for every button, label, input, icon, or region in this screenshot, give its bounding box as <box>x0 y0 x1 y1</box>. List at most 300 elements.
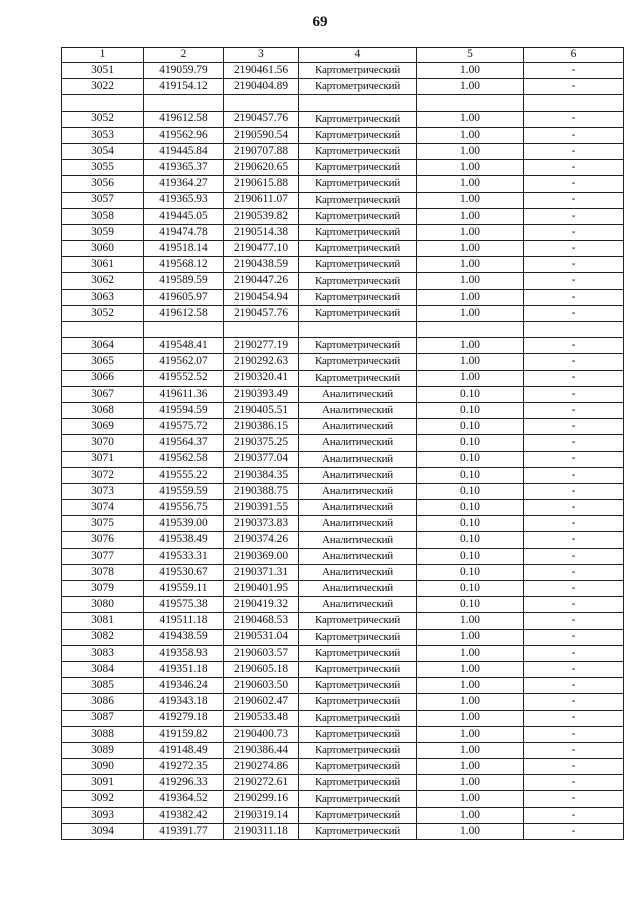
method-cell: Картометрический <box>299 629 417 645</box>
note-cell: - <box>524 192 624 208</box>
point-number-cell <box>62 322 144 338</box>
method-cell: Картометрический <box>299 370 417 386</box>
accuracy-cell: 1.00 <box>417 775 524 791</box>
y-coordinate-cell: 2190400.73 <box>224 726 299 742</box>
x-coordinate-cell: 419611.36 <box>144 386 224 402</box>
note-cell: - <box>524 516 624 532</box>
note-cell: - <box>524 581 624 597</box>
method-cell: Картометрический <box>299 759 417 775</box>
y-coordinate-cell: 2190707.88 <box>224 143 299 159</box>
note-cell: - <box>524 823 624 839</box>
table-row <box>62 629 624 645</box>
y-coordinate-cell: 2190533.48 <box>224 710 299 726</box>
accuracy-cell: 1.00 <box>417 224 524 240</box>
x-coordinate-cell: 419154.12 <box>144 79 224 95</box>
method-cell: Картометрический <box>299 338 417 354</box>
point-number-cell: 3061 <box>62 257 144 273</box>
point-number-cell: 3090 <box>62 759 144 775</box>
method-cell: Картометрический <box>299 224 417 240</box>
table-row <box>62 143 624 159</box>
x-coordinate-cell: 419559.11 <box>144 581 224 597</box>
point-number-cell: 3089 <box>62 742 144 758</box>
method-cell: Аналитический <box>299 532 417 548</box>
note-cell: - <box>524 402 624 418</box>
note-cell: - <box>524 678 624 694</box>
y-coordinate-cell: 2190477.10 <box>224 241 299 257</box>
y-coordinate-cell: 2190374.26 <box>224 532 299 548</box>
method-cell: Аналитический <box>299 451 417 467</box>
y-coordinate-cell: 2190438.59 <box>224 257 299 273</box>
accuracy-cell: 1.00 <box>417 823 524 839</box>
x-coordinate-cell: 419474.78 <box>144 224 224 240</box>
table-row <box>62 402 624 418</box>
y-coordinate-cell: 2190603.57 <box>224 645 299 661</box>
x-coordinate-cell: 419575.72 <box>144 419 224 435</box>
accuracy-cell: 1.00 <box>417 807 524 823</box>
method-cell: Картометрический <box>299 160 417 176</box>
point-number-cell: 3073 <box>62 483 144 499</box>
y-coordinate-cell: 2190369.00 <box>224 548 299 564</box>
note-cell: - <box>524 241 624 257</box>
y-coordinate-cell: 2190401.95 <box>224 581 299 597</box>
y-coordinate-cell: 2190620.65 <box>224 160 299 176</box>
table-row <box>62 160 624 176</box>
accuracy-cell: 1.00 <box>417 613 524 629</box>
point-number-cell: 3069 <box>62 419 144 435</box>
y-coordinate-cell: 2190419.32 <box>224 597 299 613</box>
y-coordinate-cell: 2190388.75 <box>224 483 299 499</box>
y-coordinate-cell: 2190514.38 <box>224 224 299 240</box>
accuracy-cell: 1.00 <box>417 759 524 775</box>
method-cell: Аналитический <box>299 564 417 580</box>
accuracy-cell: 1.00 <box>417 273 524 289</box>
method-cell: Аналитический <box>299 597 417 613</box>
point-number-cell: 3055 <box>62 160 144 176</box>
x-coordinate-cell: 419562.58 <box>144 451 224 467</box>
coordinates-table <box>61 47 624 840</box>
y-coordinate-cell: 2190602.47 <box>224 694 299 710</box>
accuracy-cell: 1.00 <box>417 661 524 677</box>
point-number-cell: 3052 <box>62 305 144 321</box>
table-row <box>62 435 624 451</box>
accuracy-cell: 0.10 <box>417 435 524 451</box>
y-coordinate-cell: 2190531.04 <box>224 629 299 645</box>
x-coordinate-cell: 419343.18 <box>144 694 224 710</box>
table-row <box>62 791 624 807</box>
note-cell: - <box>524 176 624 192</box>
y-coordinate-cell: 2190603.50 <box>224 678 299 694</box>
y-coordinate-cell: 2190405.51 <box>224 402 299 418</box>
x-coordinate-cell: 419159.82 <box>144 726 224 742</box>
x-coordinate-cell: 419564.37 <box>144 435 224 451</box>
table-row <box>62 63 624 79</box>
y-coordinate-cell: 2190468.53 <box>224 613 299 629</box>
header-cell-3: 3 <box>224 48 299 63</box>
y-coordinate-cell: 2190371.31 <box>224 564 299 580</box>
method-cell: Аналитический <box>299 548 417 564</box>
note-cell: - <box>524 775 624 791</box>
x-coordinate-cell: 419538.49 <box>144 532 224 548</box>
table-row <box>62 548 624 564</box>
note-cell: - <box>524 548 624 564</box>
method-cell: Аналитический <box>299 386 417 402</box>
note-cell: - <box>524 143 624 159</box>
note-cell: - <box>524 160 624 176</box>
y-coordinate-cell: 2190319.14 <box>224 807 299 823</box>
y-coordinate-cell: 2190377.04 <box>224 451 299 467</box>
y-coordinate-cell: 2190386.15 <box>224 419 299 435</box>
point-number-cell: 3079 <box>62 581 144 597</box>
x-coordinate-cell: 419594.59 <box>144 402 224 418</box>
note-cell: - <box>524 354 624 370</box>
y-coordinate-cell: 2190404.89 <box>224 79 299 95</box>
point-number-cell: 3094 <box>62 823 144 839</box>
point-number-cell: 3080 <box>62 597 144 613</box>
x-coordinate-cell: 419445.84 <box>144 143 224 159</box>
point-number-cell: 3068 <box>62 402 144 418</box>
y-coordinate-cell: 2190386.44 <box>224 742 299 758</box>
table-row <box>62 807 624 823</box>
method-cell: Картометрический <box>299 257 417 273</box>
method-cell: Картометрический <box>299 192 417 208</box>
note-cell: - <box>524 483 624 499</box>
x-coordinate-cell: 419445.05 <box>144 208 224 224</box>
y-coordinate-cell: 2190272.61 <box>224 775 299 791</box>
table-row <box>62 661 624 677</box>
point-number-cell: 3064 <box>62 338 144 354</box>
table-row <box>62 273 624 289</box>
accuracy-cell: 1.00 <box>417 208 524 224</box>
accuracy-cell: 1.00 <box>417 791 524 807</box>
table-row <box>62 678 624 694</box>
note-cell: - <box>524 208 624 224</box>
y-coordinate-cell: 2190605.18 <box>224 661 299 677</box>
table-row <box>62 645 624 661</box>
note-cell: - <box>524 257 624 273</box>
accuracy-cell: 0.10 <box>417 581 524 597</box>
note-cell: - <box>524 807 624 823</box>
note-cell: - <box>524 564 624 580</box>
table-row <box>62 386 624 402</box>
y-coordinate-cell: 2190320.41 <box>224 370 299 386</box>
table-header-row <box>62 48 624 63</box>
accuracy-cell: 1.00 <box>417 143 524 159</box>
y-coordinate-cell: 2190292.63 <box>224 354 299 370</box>
accuracy-cell: 1.00 <box>417 63 524 79</box>
x-coordinate-cell: 419568.12 <box>144 257 224 273</box>
x-coordinate-cell: 419605.97 <box>144 289 224 305</box>
note-cell: - <box>524 710 624 726</box>
note-cell: - <box>524 224 624 240</box>
method-cell: Картометрический <box>299 726 417 742</box>
method-cell: Картометрический <box>299 143 417 159</box>
method-cell: Аналитический <box>299 402 417 418</box>
point-number-cell: 3091 <box>62 775 144 791</box>
x-coordinate-cell: 419612.58 <box>144 111 224 127</box>
table-row <box>62 759 624 775</box>
point-number-cell: 3074 <box>62 500 144 516</box>
x-coordinate-cell: 419530.67 <box>144 564 224 580</box>
y-coordinate-cell: 2190299.16 <box>224 791 299 807</box>
point-number-cell <box>62 95 144 111</box>
point-number-cell: 3092 <box>62 791 144 807</box>
table-row <box>62 710 624 726</box>
table-row <box>62 338 624 354</box>
method-cell: Картометрический <box>299 111 417 127</box>
x-coordinate-cell: 419391.77 <box>144 823 224 839</box>
method-cell: Картометрический <box>299 791 417 807</box>
x-coordinate-cell: 419589.59 <box>144 273 224 289</box>
accuracy-cell: 1.00 <box>417 694 524 710</box>
note-cell <box>524 95 624 111</box>
point-number-cell: 3083 <box>62 645 144 661</box>
point-number-cell: 3059 <box>62 224 144 240</box>
table-row <box>62 726 624 742</box>
note-cell: - <box>524 597 624 613</box>
note-cell: - <box>524 661 624 677</box>
table-row <box>62 597 624 613</box>
note-cell: - <box>524 289 624 305</box>
method-cell: Аналитический <box>299 419 417 435</box>
point-number-cell: 3088 <box>62 726 144 742</box>
method-cell: Картометрический <box>299 613 417 629</box>
table-row <box>62 564 624 580</box>
point-number-cell: 3085 <box>62 678 144 694</box>
note-cell: - <box>524 467 624 483</box>
table-row <box>62 305 624 321</box>
table-row <box>62 111 624 127</box>
x-coordinate-cell: 419365.93 <box>144 192 224 208</box>
point-number-cell: 3063 <box>62 289 144 305</box>
point-number-cell: 3051 <box>62 63 144 79</box>
point-number-cell: 3022 <box>62 79 144 95</box>
method-cell: Аналитический <box>299 500 417 516</box>
accuracy-cell: 1.00 <box>417 289 524 305</box>
y-coordinate-cell <box>224 322 299 338</box>
method-cell: Картометрический <box>299 710 417 726</box>
accuracy-cell: 1.00 <box>417 338 524 354</box>
point-number-cell: 3086 <box>62 694 144 710</box>
table-row <box>62 581 624 597</box>
accuracy-cell: 1.00 <box>417 710 524 726</box>
method-cell: Картометрический <box>299 678 417 694</box>
x-coordinate-cell: 419612.58 <box>144 305 224 321</box>
accuracy-cell <box>417 322 524 338</box>
accuracy-cell: 0.10 <box>417 402 524 418</box>
point-number-cell: 3052 <box>62 111 144 127</box>
accuracy-cell: 1.00 <box>417 678 524 694</box>
x-coordinate-cell: 419351.18 <box>144 661 224 677</box>
accuracy-cell: 0.10 <box>417 532 524 548</box>
table-row <box>62 257 624 273</box>
method-cell: Картометрический <box>299 241 417 257</box>
accuracy-cell: 1.00 <box>417 111 524 127</box>
method-cell: Картометрический <box>299 645 417 661</box>
point-number-cell: 3053 <box>62 127 144 143</box>
x-coordinate-cell: 419548.41 <box>144 338 224 354</box>
note-cell: - <box>524 305 624 321</box>
accuracy-cell: 0.10 <box>417 483 524 499</box>
method-cell: Аналитический <box>299 435 417 451</box>
table-row <box>62 176 624 192</box>
y-coordinate-cell: 2190590.54 <box>224 127 299 143</box>
table-row <box>62 694 624 710</box>
y-coordinate-cell: 2190393.49 <box>224 386 299 402</box>
method-cell: Картометрический <box>299 127 417 143</box>
accuracy-cell: 0.10 <box>417 451 524 467</box>
table-row <box>62 224 624 240</box>
header-cell-4: 4 <box>299 48 417 63</box>
header-cell-6: 6 <box>524 48 624 63</box>
header-cell-2: 2 <box>144 48 224 63</box>
method-cell: Картометрический <box>299 305 417 321</box>
accuracy-cell: 1.00 <box>417 241 524 257</box>
method-cell: Аналитический <box>299 581 417 597</box>
method-cell: Картометрический <box>299 694 417 710</box>
point-number-cell: 3058 <box>62 208 144 224</box>
note-cell: - <box>524 645 624 661</box>
note-cell: - <box>524 742 624 758</box>
point-number-cell: 3071 <box>62 451 144 467</box>
point-number-cell: 3078 <box>62 564 144 580</box>
x-coordinate-cell: 419382.42 <box>144 807 224 823</box>
x-coordinate-cell: 419148.49 <box>144 742 224 758</box>
note-cell: - <box>524 759 624 775</box>
table-row <box>62 613 624 629</box>
y-coordinate-cell: 2190447.26 <box>224 273 299 289</box>
method-cell: Картометрический <box>299 742 417 758</box>
accuracy-cell <box>417 95 524 111</box>
note-cell: - <box>524 419 624 435</box>
x-coordinate-cell: 419511.18 <box>144 613 224 629</box>
y-coordinate-cell: 2190457.76 <box>224 305 299 321</box>
method-cell: Картометрический <box>299 208 417 224</box>
table-row <box>62 467 624 483</box>
x-coordinate-cell: 419552.52 <box>144 370 224 386</box>
y-coordinate-cell <box>224 95 299 111</box>
note-cell: - <box>524 273 624 289</box>
table-row <box>62 127 624 143</box>
method-cell: Картометрический <box>299 273 417 289</box>
x-coordinate-cell: 419533.31 <box>144 548 224 564</box>
note-cell: - <box>524 63 624 79</box>
point-number-cell: 3056 <box>62 176 144 192</box>
table-row <box>62 354 624 370</box>
point-number-cell: 3062 <box>62 273 144 289</box>
accuracy-cell: 0.10 <box>417 386 524 402</box>
accuracy-cell: 0.10 <box>417 564 524 580</box>
accuracy-cell: 0.10 <box>417 419 524 435</box>
accuracy-cell: 1.00 <box>417 305 524 321</box>
method-cell: Картометрический <box>299 354 417 370</box>
note-cell: - <box>524 629 624 645</box>
y-coordinate-cell: 2190391.55 <box>224 500 299 516</box>
accuracy-cell: 1.00 <box>417 257 524 273</box>
table-row <box>62 742 624 758</box>
x-coordinate-cell: 419562.07 <box>144 354 224 370</box>
table-row <box>62 79 624 95</box>
y-coordinate-cell: 2190461.56 <box>224 63 299 79</box>
table-row <box>62 370 624 386</box>
method-cell: Картометрический <box>299 775 417 791</box>
header-cell-5: 5 <box>417 48 524 63</box>
note-cell: - <box>524 694 624 710</box>
page-number: 69 <box>312 14 328 30</box>
method-cell: Картометрический <box>299 79 417 95</box>
note-cell: - <box>524 791 624 807</box>
method-cell: Картометрический <box>299 176 417 192</box>
y-coordinate-cell: 2190375.25 <box>224 435 299 451</box>
y-coordinate-cell: 2190373.83 <box>224 516 299 532</box>
table-row <box>62 451 624 467</box>
accuracy-cell: 1.00 <box>417 354 524 370</box>
note-cell: - <box>524 435 624 451</box>
point-number-cell: 3077 <box>62 548 144 564</box>
x-coordinate-cell: 419296.33 <box>144 775 224 791</box>
accuracy-cell: 1.00 <box>417 645 524 661</box>
y-coordinate-cell: 2190615.88 <box>224 176 299 192</box>
note-cell: - <box>524 386 624 402</box>
x-coordinate-cell: 419365.37 <box>144 160 224 176</box>
point-number-cell: 3093 <box>62 807 144 823</box>
x-coordinate-cell: 419279.18 <box>144 710 224 726</box>
note-cell <box>524 322 624 338</box>
table-row <box>62 823 624 839</box>
point-number-cell: 3084 <box>62 661 144 677</box>
x-coordinate-cell: 419059.79 <box>144 63 224 79</box>
accuracy-cell: 1.00 <box>417 629 524 645</box>
table-row <box>62 95 624 111</box>
note-cell: - <box>524 338 624 354</box>
x-coordinate-cell: 419364.27 <box>144 176 224 192</box>
point-number-cell: 3082 <box>62 629 144 645</box>
y-coordinate-cell: 2190454.94 <box>224 289 299 305</box>
x-coordinate-cell: 419364.52 <box>144 791 224 807</box>
coordinates-table-body <box>62 48 624 840</box>
x-coordinate-cell: 419438.59 <box>144 629 224 645</box>
point-number-cell: 3087 <box>62 710 144 726</box>
point-number-cell: 3060 <box>62 241 144 257</box>
x-coordinate-cell: 419346.24 <box>144 678 224 694</box>
x-coordinate-cell: 419559.59 <box>144 483 224 499</box>
accuracy-cell: 1.00 <box>417 192 524 208</box>
table-row <box>62 322 624 338</box>
note-cell: - <box>524 370 624 386</box>
accuracy-cell: 1.00 <box>417 370 524 386</box>
table-row <box>62 241 624 257</box>
y-coordinate-cell: 2190611.07 <box>224 192 299 208</box>
accuracy-cell: 0.10 <box>417 548 524 564</box>
table-row <box>62 500 624 516</box>
method-cell <box>299 322 417 338</box>
accuracy-cell: 1.00 <box>417 726 524 742</box>
accuracy-cell: 1.00 <box>417 742 524 758</box>
note-cell: - <box>524 79 624 95</box>
note-cell: - <box>524 127 624 143</box>
point-number-cell: 3081 <box>62 613 144 629</box>
point-number-cell: 3075 <box>62 516 144 532</box>
point-number-cell: 3066 <box>62 370 144 386</box>
point-number-cell: 3057 <box>62 192 144 208</box>
table-row <box>62 532 624 548</box>
method-cell: Картометрический <box>299 63 417 79</box>
y-coordinate-cell: 2190457.76 <box>224 111 299 127</box>
note-cell: - <box>524 500 624 516</box>
method-cell: Аналитический <box>299 467 417 483</box>
table-row <box>62 419 624 435</box>
point-number-cell: 3076 <box>62 532 144 548</box>
table-row <box>62 483 624 499</box>
